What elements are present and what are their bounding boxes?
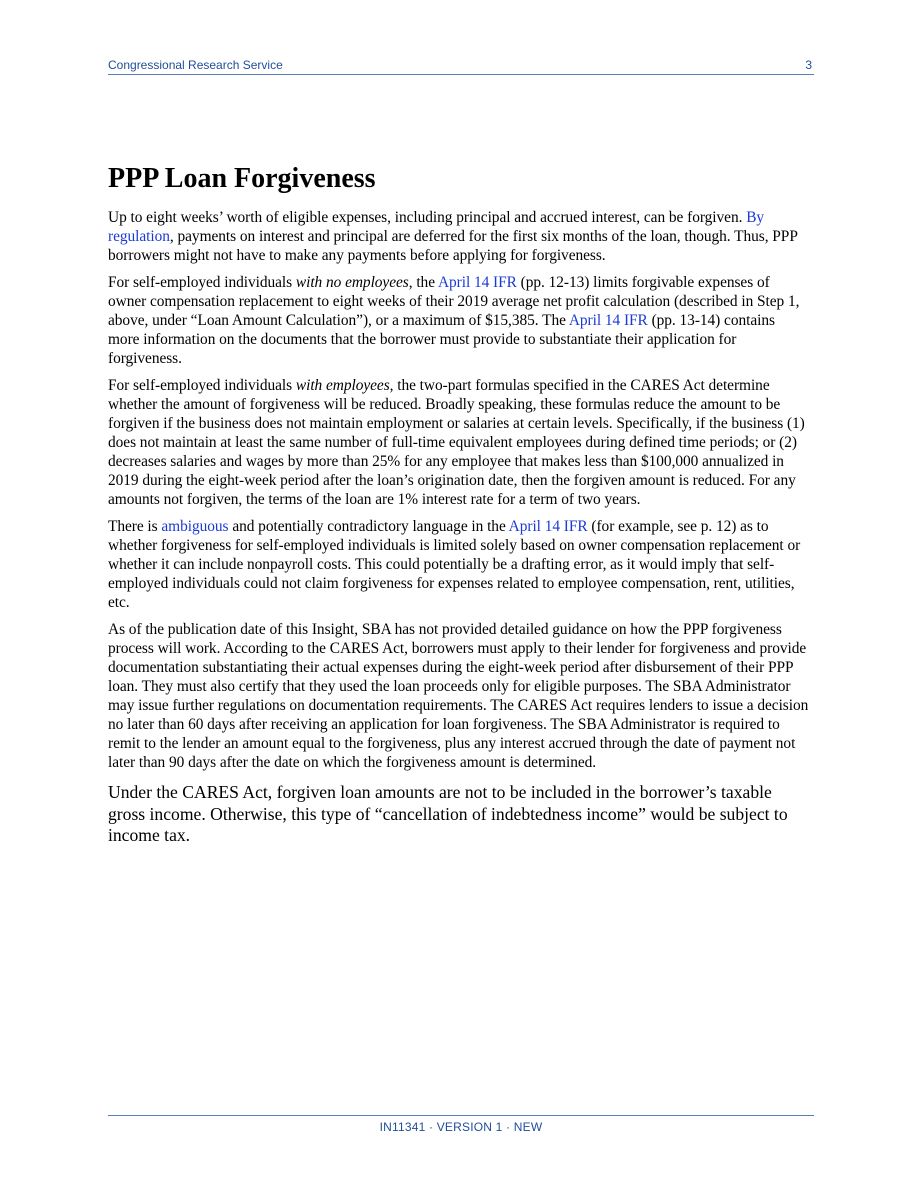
paragraph-1 bbox=[108, 208, 810, 265]
paragraph-3-text-1: For self-employed individuals bbox=[108, 377, 296, 394]
paragraph-4-text-2: and potentially contradictory language in the bbox=[228, 518, 509, 535]
paragraph-1-text-2: , payments on interest and principal are deferred for the first six months of the loan, though. Thus, PPP borrowers might not have to make any payments before applying for forgiveness. bbox=[108, 228, 798, 264]
paragraph-5 bbox=[108, 620, 810, 772]
by-regulation-link[interactable]: By regulation bbox=[108, 209, 765, 245]
page-header bbox=[108, 57, 814, 75]
header-page-number: 3 bbox=[805, 58, 812, 72]
paragraph-1-text-1: Up to eight weeks’ worth of eligible expenses, including principal and accrued interest, can be forgiven. bbox=[108, 209, 747, 226]
footer-document-id: IN11341 · VERSION 1 · NEW bbox=[379, 1120, 543, 1134]
page-footer bbox=[108, 1115, 814, 1134]
paragraph-2 bbox=[108, 273, 810, 368]
paragraph-2-text-2: , the bbox=[408, 274, 438, 291]
paragraph-2-text-3: (pp. 12-13) limits forgivable expenses of owner compensation replacement to eight weeks of their 2019 average net profit calculation (described in Step 1, above, under “Loan Amount Calculation”), or a maximum of $15,385. The bbox=[108, 274, 800, 329]
paragraph-3-text-2: , the two-part formulas specified in the CARES Act determine whether the amount of forgiveness will be reduced. Broadly speaking, these formulas reduce the amount to be forgiven if the business does not maintain employment or salaries at certain levels. Specifically, if the business (1) does not maintain at least the same number of full-time equivalent employees during defined time periods; or (2) decreases salaries and wages by more than 25% for any employee that makes less than $100,000 annualized in 2019 during the eight-week period after the loan’s origination date, then the forgiven amount is reduced. For any amounts not forgiven, the terms of the loan are 1% interest rate for a term of two years. bbox=[108, 377, 805, 508]
april-14-ifr-link-2[interactable]: April 14 IFR bbox=[568, 312, 648, 329]
header-organization: Congressional Research Service bbox=[108, 58, 283, 72]
paragraph-3 bbox=[108, 376, 810, 509]
paragraph-2-text-4: (pp. 13-14) contains more information on the documents that the borrower must provide to substantiate their application for forgiveness. bbox=[108, 312, 775, 367]
paragraph-4-text-3: (for example, see p. 12) as to whether forgiveness for self-employed individuals is limited solely based on owner compensation replacement or whether it can include nonpayroll costs. This could potentially be a drafting error, as it would imply that self-employed individuals could not claim forgiveness for expenses related to employee compensation, rent, utilities, etc. bbox=[108, 518, 801, 611]
paragraph-2-emphasis: with no employees bbox=[295, 274, 409, 291]
paragraph-6 bbox=[108, 782, 810, 847]
april-14-ifr-link-3[interactable]: April 14 IFR bbox=[508, 518, 588, 535]
paragraph-2-text-1: For self-employed individuals bbox=[108, 274, 296, 291]
document-body bbox=[108, 160, 810, 855]
paragraph-4-text-1: There is bbox=[108, 518, 162, 535]
paragraph-3-emphasis: with employees bbox=[295, 377, 390, 394]
paragraph-6-text: Under the CARES Act, forgiven loan amounts are not to be included in the borrower’s taxable gross income. Otherwise, this type of “cancellation of indebtedness income” would be subject to income tax. bbox=[108, 782, 788, 845]
paragraph-5-text: As of the publication date of this Insight, SBA has not provided detailed guidance on how the PPP forgiveness process will work. According to the CARES Act, borrowers must apply to their lender for forgiveness and provide documentation substantiating their actual expenses during the eight-week period after disbursement of their PPP loan. They must also certify that they used the loan proceeds only for eligible purposes. The SBA Administrator may issue further regulations on documentation requirements. The CARES Act requires lenders to issue a decision no later than 60 days after receiving an application for loan forgiveness. The SBA Administrator is required to remit to the lender an amount equal to the forgiveness, plus any interest accrued through the date of payment not later than 90 days after the date on which the forgiveness amount is determined. bbox=[108, 621, 809, 771]
ambiguous-link[interactable]: ambiguous bbox=[161, 518, 229, 535]
paragraph-4 bbox=[108, 517, 810, 612]
section-title: PPP Loan Forgiveness bbox=[108, 163, 376, 194]
april-14-ifr-link-1[interactable]: April 14 IFR bbox=[437, 274, 517, 291]
